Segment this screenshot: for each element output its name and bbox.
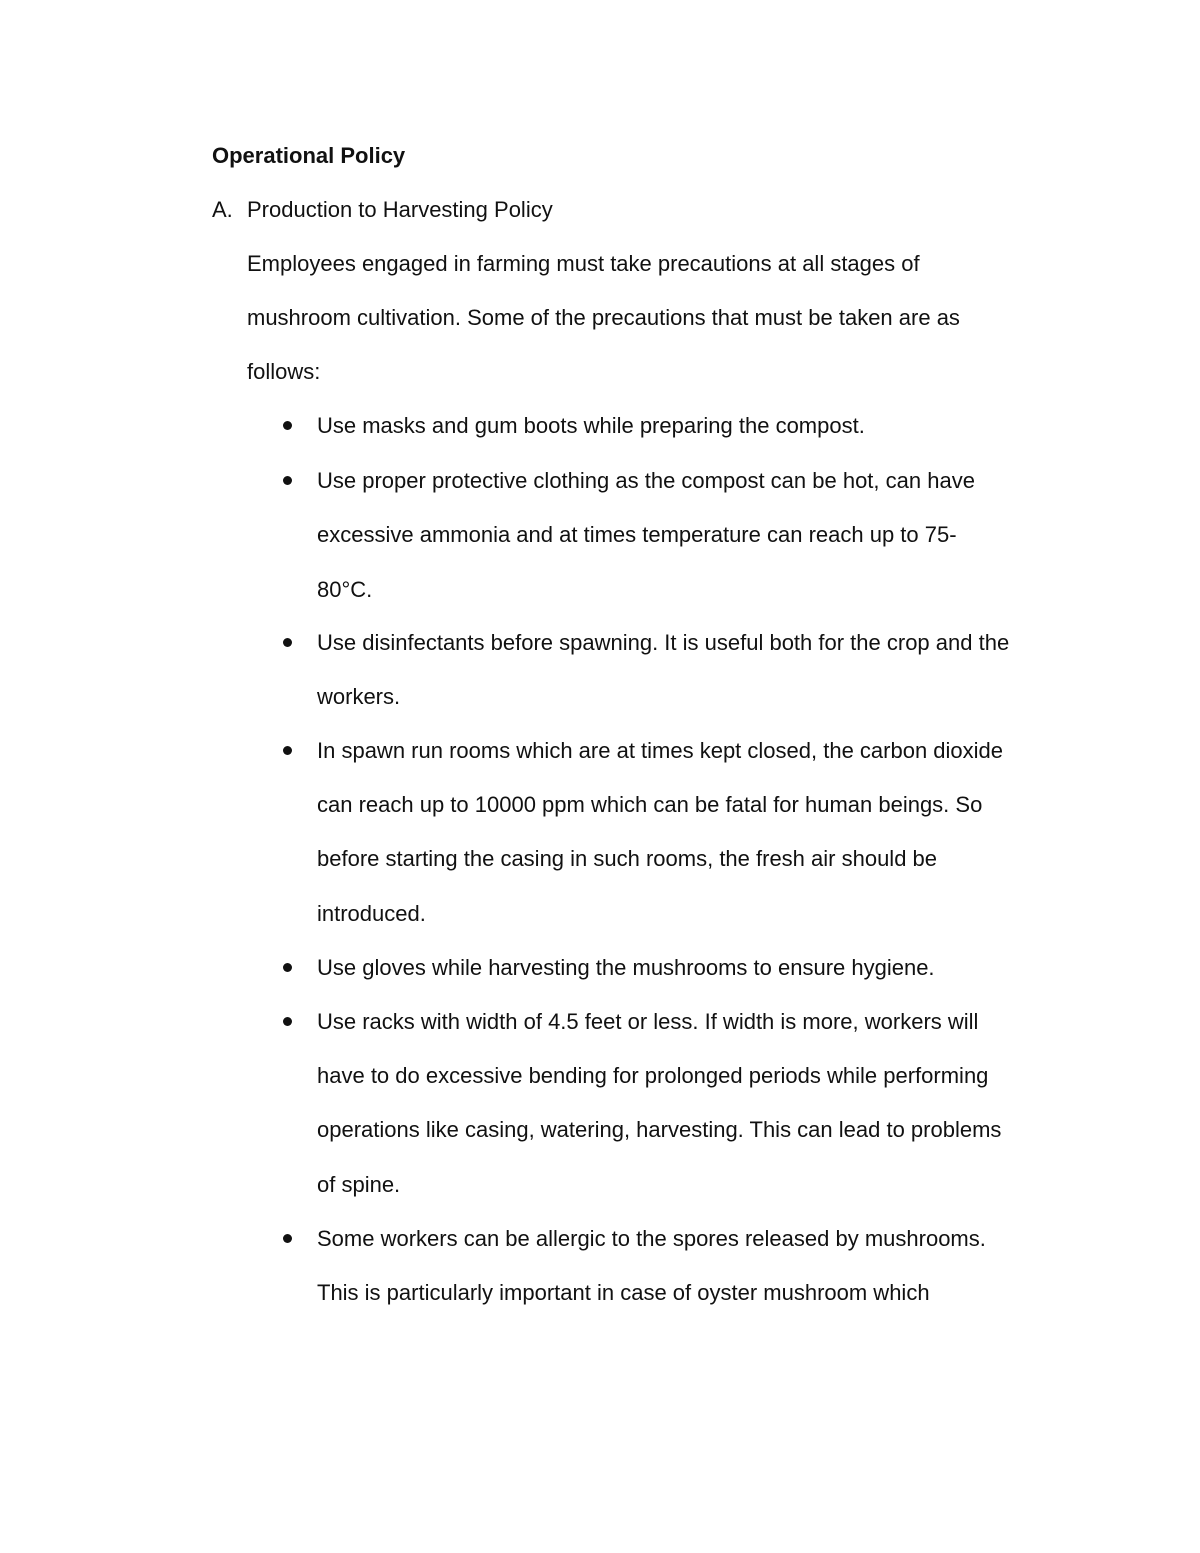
bullet-icon — [283, 746, 292, 755]
bullet-line: This is particularly important in case of oyster mushroom which — [317, 1280, 930, 1305]
bullet-line: introduced. — [317, 901, 426, 926]
bullet-line: Use proper protective clothing as the compost can be hot, can have — [317, 468, 975, 493]
bullet-icon — [283, 638, 292, 647]
bullet-line: 80°C. — [317, 577, 373, 602]
bullet-line: Use masks and gum boots while preparing the compost. — [317, 413, 865, 438]
bullet-line: In spawn run rooms which are at times kept closed, the carbon dioxide — [317, 738, 1004, 763]
bullet-line: of spine. — [317, 1172, 401, 1197]
section-heading: Production to Harvesting Policy — [247, 197, 553, 222]
intro-line: mushroom cultivation. Some of the precautions that must be taken are as — [247, 305, 960, 330]
bullet-icon — [283, 1234, 292, 1243]
intro-line: follows: — [247, 359, 321, 384]
bullet-line: have to do excessive bending for prolonged periods while performing — [317, 1063, 989, 1088]
bullet-line: Use gloves while harvesting the mushrooms to ensure hygiene. — [317, 955, 935, 980]
document-title: Operational Policy — [212, 143, 406, 168]
bullet-icon — [283, 421, 292, 430]
intro-line: Employees engaged in farming must take precautions at all stages of — [247, 251, 920, 276]
section-marker: A. — [212, 197, 233, 222]
bullet-icon — [283, 963, 292, 972]
bullet-line: workers. — [317, 684, 401, 709]
bullet-line: Use racks with width of 4.5 feet or less. If width is more, workers will — [317, 1009, 979, 1034]
bullet-line: operations like casing, watering, harvesting. This can lead to problems — [317, 1117, 1002, 1142]
bullet-icon — [283, 476, 292, 485]
bullet-line: before starting the casing in such rooms, the fresh air should be — [317, 846, 938, 871]
bullet-line: Some workers can be allergic to the spores released by mushrooms. — [317, 1226, 986, 1251]
bullet-line: can reach up to 10000 ppm which can be fatal for human beings. So — [317, 792, 983, 817]
bullet-line: Use disinfectants before spawning. It is useful both for the crop and the — [317, 630, 1010, 655]
bullet-line: excessive ammonia and at times temperature can reach up to 75- — [317, 522, 957, 547]
bullet-icon — [283, 1017, 292, 1026]
